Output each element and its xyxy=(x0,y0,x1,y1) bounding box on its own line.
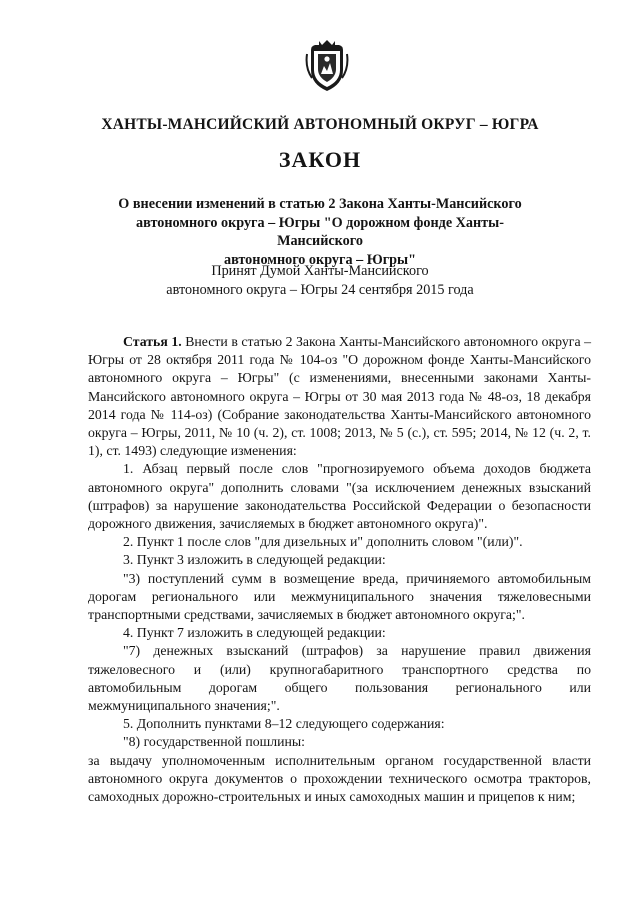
law-subject-line: О внесении изменений в статью 2 Закона Ханты-Мансийского xyxy=(118,196,522,212)
amendment-item: 5. Дополнить пунктами 8–12 следующего содержания: xyxy=(123,716,445,732)
adoption-note xyxy=(100,262,540,299)
article-1-intro xyxy=(88,333,591,460)
amendment-item: 3. Пункт 3 изложить в следующей редакции: xyxy=(123,552,386,568)
law-body xyxy=(88,333,591,806)
amendment-item: 4. Пункт 7 изложить в следующей редакции: xyxy=(123,625,386,641)
law-subject-line: автономного округа – Югры "О дорожном фонде Ханты-Мансийского xyxy=(136,214,504,249)
article-label: Статья 1. xyxy=(123,334,182,349)
region-title: ХАНТЫ-МАНСИЙСКИЙ АВТОНОМНЫЙ ОКРУГ – ЮГРА xyxy=(101,116,539,133)
adoption-note-line: автономного округа – Югры 24 сентября 2015 года xyxy=(166,281,474,298)
adoption-note-line: Принят Думой Ханты-Мансийского xyxy=(211,263,429,279)
coat-of-arms-icon xyxy=(304,38,350,94)
document-type-title: ЗАКОН xyxy=(278,147,362,172)
law-subject xyxy=(100,195,540,269)
amendment-quote: "8) государственной пошлины: xyxy=(123,734,306,750)
amendment-quote: "7) денежных взысканий (штрафов) за нарушение правил движения тяжеловесного и (или) крупногабаритного транспортного средства по автомобильным дорогам общего пользования регионального или межмуниципального значения;". xyxy=(88,643,591,714)
amendment-item: 1. Абзац первый после слов "прогнозируемого объема доходов бюджета автономного округа" дополнить словами "(за исключением денежных взысканий (штрафов) за нарушение законодательства Российской Федерации о безопасности дорожного движения, зачисляемых в бюджет автономного округа)". xyxy=(88,461,591,532)
amendment-item: 2. Пункт 1 после слов "для дизельных и" дополнить словом "(или)". xyxy=(123,534,523,550)
article-text: Внести в статью 2 Закона Ханты-Мансийского автономного округа – Югры от 28 октября 2011 года № 104-оз "О дорожном фонде Ханты-Мансийского автономного округа – Югры" (с изменениями, внесенными законами Ханты-Мансийского автономного округа – Югры от 30 мая 2013 года № 48-оз, 18 декабря 2014 года № 114-оз) (Собрание законодательства Ханты-Мансийского автономного округа – Югры, 2011, № 10 (ч. 2), ст. 1008; 2013, № 5 (с.), ст. 595; 2014, № 12 (ч. 2, т. 1), ст. 1493) следующие изменения: xyxy=(88,334,592,459)
amendment-quote: "3) поступлений сумм в возмещение вреда, причиняемого автомобильным дорогам регионального или межмуниципального значения тяжеловесными транспортными средствами, зачисляемых в бюджет автономного округа;". xyxy=(88,570,591,623)
law-subject-line: автономного округа – Югры" xyxy=(224,251,416,268)
amendment-quote: за выдачу уполномоченным исполнительным органом государственной власти автономного округа документов о прохождении технического осмотра тракторов, самоходных дорожно-строительных и иных самоходных машин и прицепов к ним; xyxy=(88,752,591,805)
